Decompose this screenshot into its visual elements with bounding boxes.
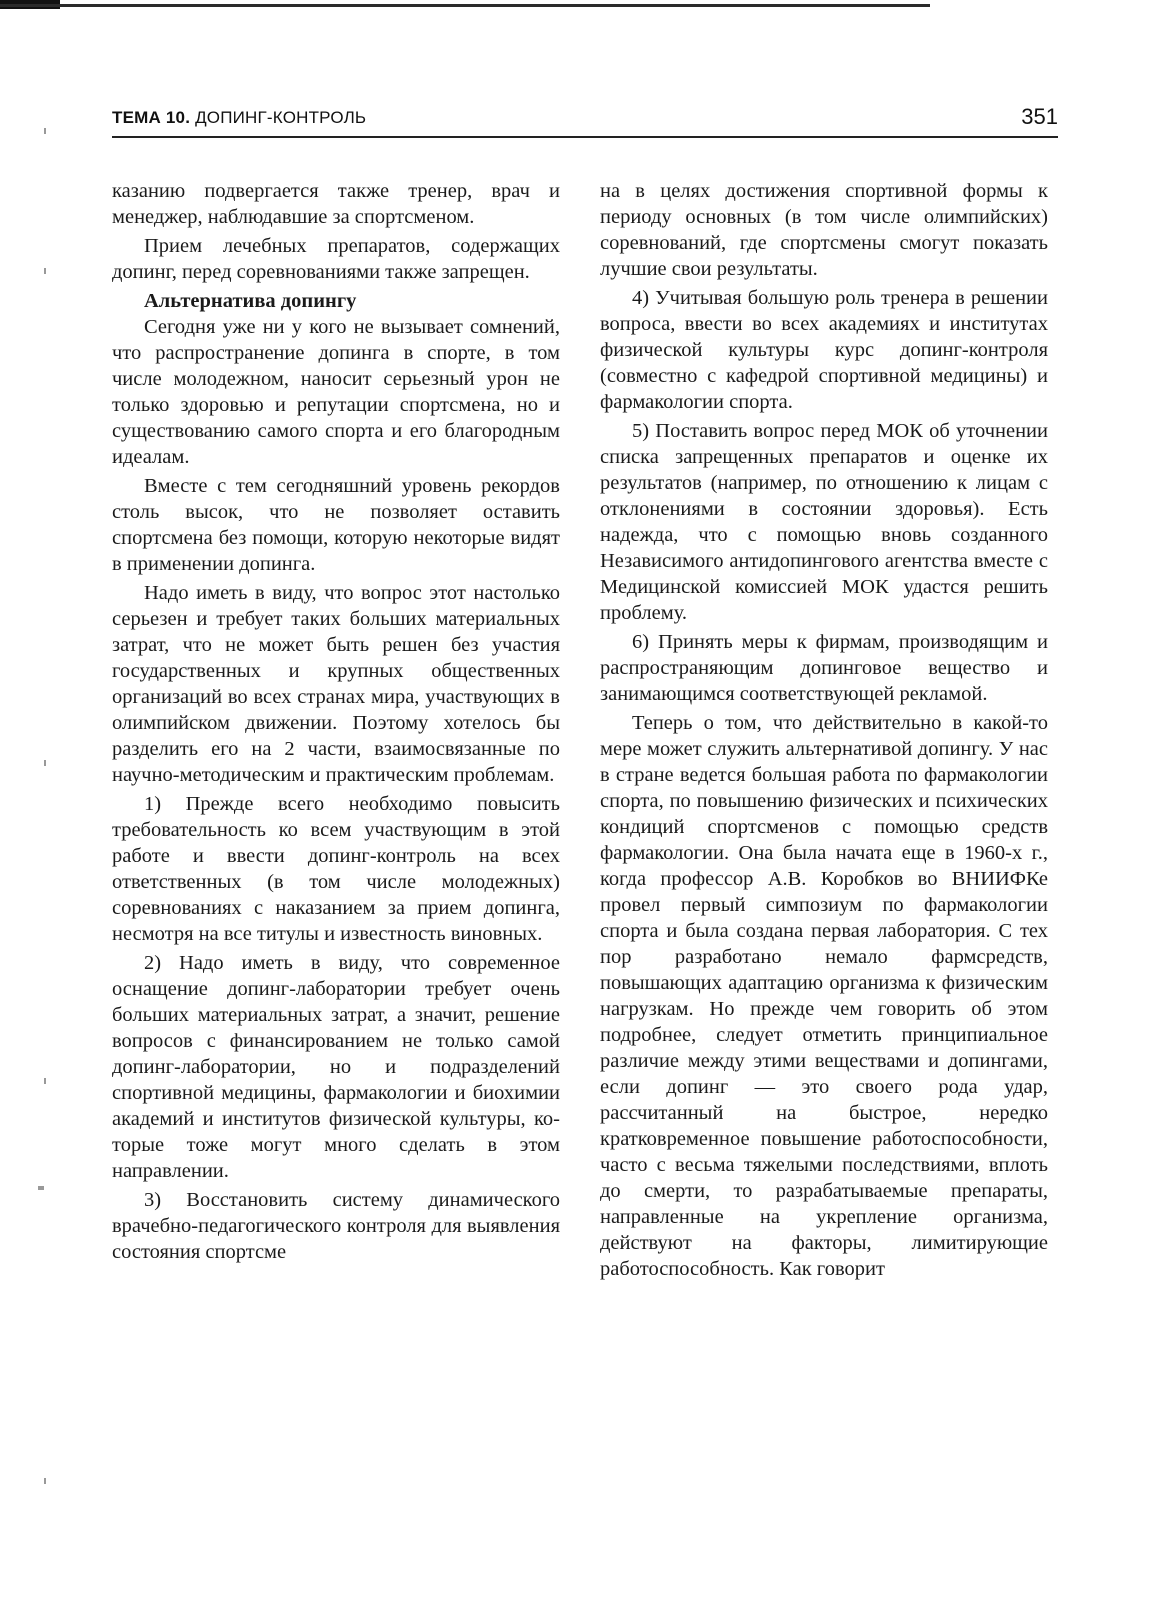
list-item-3: 3) Восстановить систему динамического врачебно-педагогического контроля для выявления состояния спортсме: [112, 1189, 560, 1263]
margin-mark: [44, 1078, 46, 1084]
paragraph: Теперь о том, что действительно в какой-то мере может служить альтернативой допингу. У нас в стране ведется большая работа по фармакологии спорта, по повышению физических и психических кондиций спортсменов с помощью средств фармакологии. Она была начата еще в 1960-х г., когда профессор А.В. Коробков во ВНИИФКе провел первый симпозиум по фармакологии спорта и была создана первая лаборатория. С тех пор разработано немало фармсредств, повышающих адаптацию организма к физическим нагрузкам. Но прежде чем говорить об этом подробнее, следует отметить принципиальное различие между этими веществами и допингами, если допинг — это своего рода удар, рассчитанный на быстрое, нередко кратковременное повышение работоспособности, часто с весьма тяжелыми последствиями, вплоть до смерти, то разрабатываемые препараты, направленные на укрепление организма, действуют на факторы, лимитирующие работоспособность. Как говорит: [600, 712, 1048, 1280]
header-title: [112, 108, 366, 128]
list-item-2: 2) Надо иметь в виду, что современное оснащение допинг-лаборатории требует очень больших материальных затрат, а значит, решение вопросов с финансированием не только самой допинг-лаборатории, но и подразделений спортивной медицины, фармакологии и биохимии академий и институтов физической культуры, которые тоже могут много сделать в этом направлении.: [112, 952, 560, 1182]
paragraph: Сегодня уже ни у кого не вызывает сомнений, что распространение допинга в спорте, в том числе молодежном, наносит серьезный урон не только здоровью и репутации спортсмена, но и существованию самого спорта и его благородным идеалам.: [112, 316, 560, 468]
margin-mark: [44, 128, 46, 134]
running-header: [112, 104, 1058, 138]
list-item-6: 6) Принять меры к фирмам, производящим и распространяющим допинговое вещество и занимающимся соответствующей рекламой.: [600, 631, 1048, 705]
margin-mark: [44, 760, 46, 766]
paragraph: Прием лечебных препаратов, содержащих допинг, перед соревнованиями также запрещен.: [112, 235, 560, 283]
paragraph: Вместе с тем сегодняшний уровень рекордов столь высок, что не позволяет оставить спортсмена без помощи, которую некоторые видят в применении допинга.: [112, 475, 560, 575]
list-item-4: 4) Учитывая большую роль тренера в решении вопроса, ввести во всех академиях и институтах физической культуры курс допинг-контроля (совместно с кафедрой спортивной медицины) и фармакологии спорта.: [600, 287, 1048, 413]
paragraph: на в целях достижения спортивной формы к периоду основных (в том числе олимпийских) соревнований, где спортсмены смогут показать лучшие свои результаты.: [600, 180, 1048, 280]
header-section-label: ТЕМА 10.: [112, 108, 191, 127]
right-column: [600, 178, 1048, 1285]
section-heading: Альтернатива допингу: [144, 290, 357, 312]
margin-mark: [44, 1478, 46, 1484]
paragraph: казанию подвергается также тренер, врач и менеджер, наблюдавшие за спортсменом.: [112, 180, 560, 228]
left-column: [112, 178, 560, 1268]
header-section-title: ДОПИНГ-КОНТРОЛЬ: [195, 108, 367, 127]
list-item-5: 5) Поставить вопрос перед МОК об уточнении списка запрещенных препаратов и оценке их результатов (например, по отношению к лицам с отклонениями в состоянии здоровья). Есть надежда, что с помощью вновь созданного Независимого антидопингового агентства вместе с Медицинской комиссией МОК удастся решить проблему.: [600, 420, 1048, 624]
margin-mark: [44, 268, 46, 274]
margin-mark: [38, 1186, 44, 1190]
paragraph: Надо иметь в виду, что вопрос этот настолько серьезен и требует таких больших материальных затрат, что не может быть решен без участия государственных и крупных общественных организаций во всех странах мира, участвующих в олимпийском движении. Поэтому хотелось бы разделить его на 2 части, взаимосвязанные по научно-методическим и практическим проблемам.: [112, 582, 560, 786]
list-item-1: 1) Прежде всего необходимо повысить требовательность ко всем участвующим в этой работе и ввести допинг-контроль на всех ответственных (в том числе молодежных) соревнованиях с наказанием за прием допинга, несмотря на все титулы и известность виновных.: [112, 793, 560, 945]
scan-edge-line: [0, 4, 930, 7]
page-number: 351: [1021, 104, 1058, 129]
